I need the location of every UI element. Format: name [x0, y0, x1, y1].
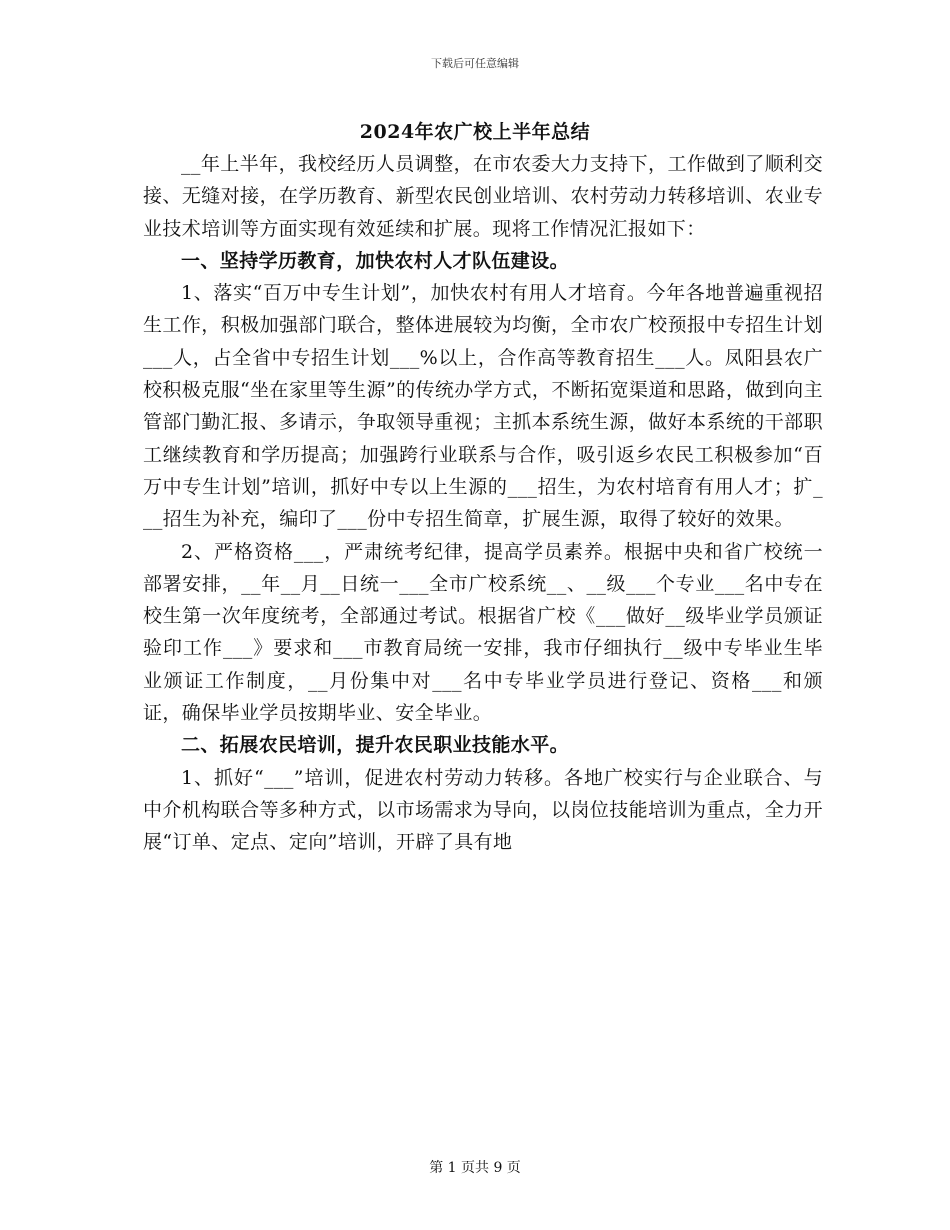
header-note: 下载后可任意编辑 — [431, 57, 519, 70]
section-heading-2: 二、拓展农民培训，提升农民职业技能水平。 — [181, 734, 570, 757]
paragraph-intro: __年上半年，我校经历人员调整，在市农委大力支持下，工作做到了顺利交接、无缝对接，在学历教育、新型农民创业培训、农村劳动力转移培训、农业专业技术培训等方面实现有效延续和扩展。现将工作情况汇报如下： — [143, 153, 823, 240]
section-heading-1: 一、坚持学历教育，加快农村人才队伍建设。 — [181, 249, 570, 272]
paragraph-1-2: 2、严格资格___，严肃统考纪律，提高学员素养。根据中央和省广校统一部署安排，__年__月__日统一___全市广校系统__、__级___个专业___名中专在校生第一次年度统考，全部通过考试。根据省广校《___做好__级毕业学员颁证验印工作___》要求和___市教育局统一安排，我市仔细执行__级中专毕业生毕业颁证工作制度，__月份集中对___名中专毕业学员进行登记、资格___和颁证，确保毕业学员按期毕业、安全毕业。 — [143, 540, 823, 725]
document-body — [143, 148, 823, 859]
paragraph-2-1: 1、抓好“___”培训，促进农村劳动力转移。各地广校实行与企业联合、与中介机构联合等多种方式，以市场需求为导向，以岗位技能培训为重点，全力开展“订单、定点、定向”培训，开辟了具有地 — [143, 766, 823, 854]
paragraph-1-1: 1、落实“百万中专生计划”，加快农村有用人才培育。今年各地普遍重视招生工作，积极加强部门联合，整体进展较为均衡，全市农广校预报中专招生计划___人，占全省中专招生计划___%以上，合作高等教育招生___人。凤阳县农广校积极克服“坐在家里等生源”的传统办学方式，不断拓宽渠道和思路，做到向主管部门勤汇报、多请示，争取领导重视；主抓本系统生源，做好本系统的干部职工继续教育和学历提高；加强跨行业联系与合作，吸引返乡农民工积极参加“百万中专生计划”培训，抓好中专以上生源的___招生，为农村培育有用人才；扩___招生为补充，编印了___份中专招生简章，扩展生源，取得了较好的效果。 — [143, 282, 823, 531]
document-title: 2024年农广校上半年总结 — [359, 121, 591, 143]
page-number: 第 1 页共 9 页 — [429, 1160, 521, 1176]
